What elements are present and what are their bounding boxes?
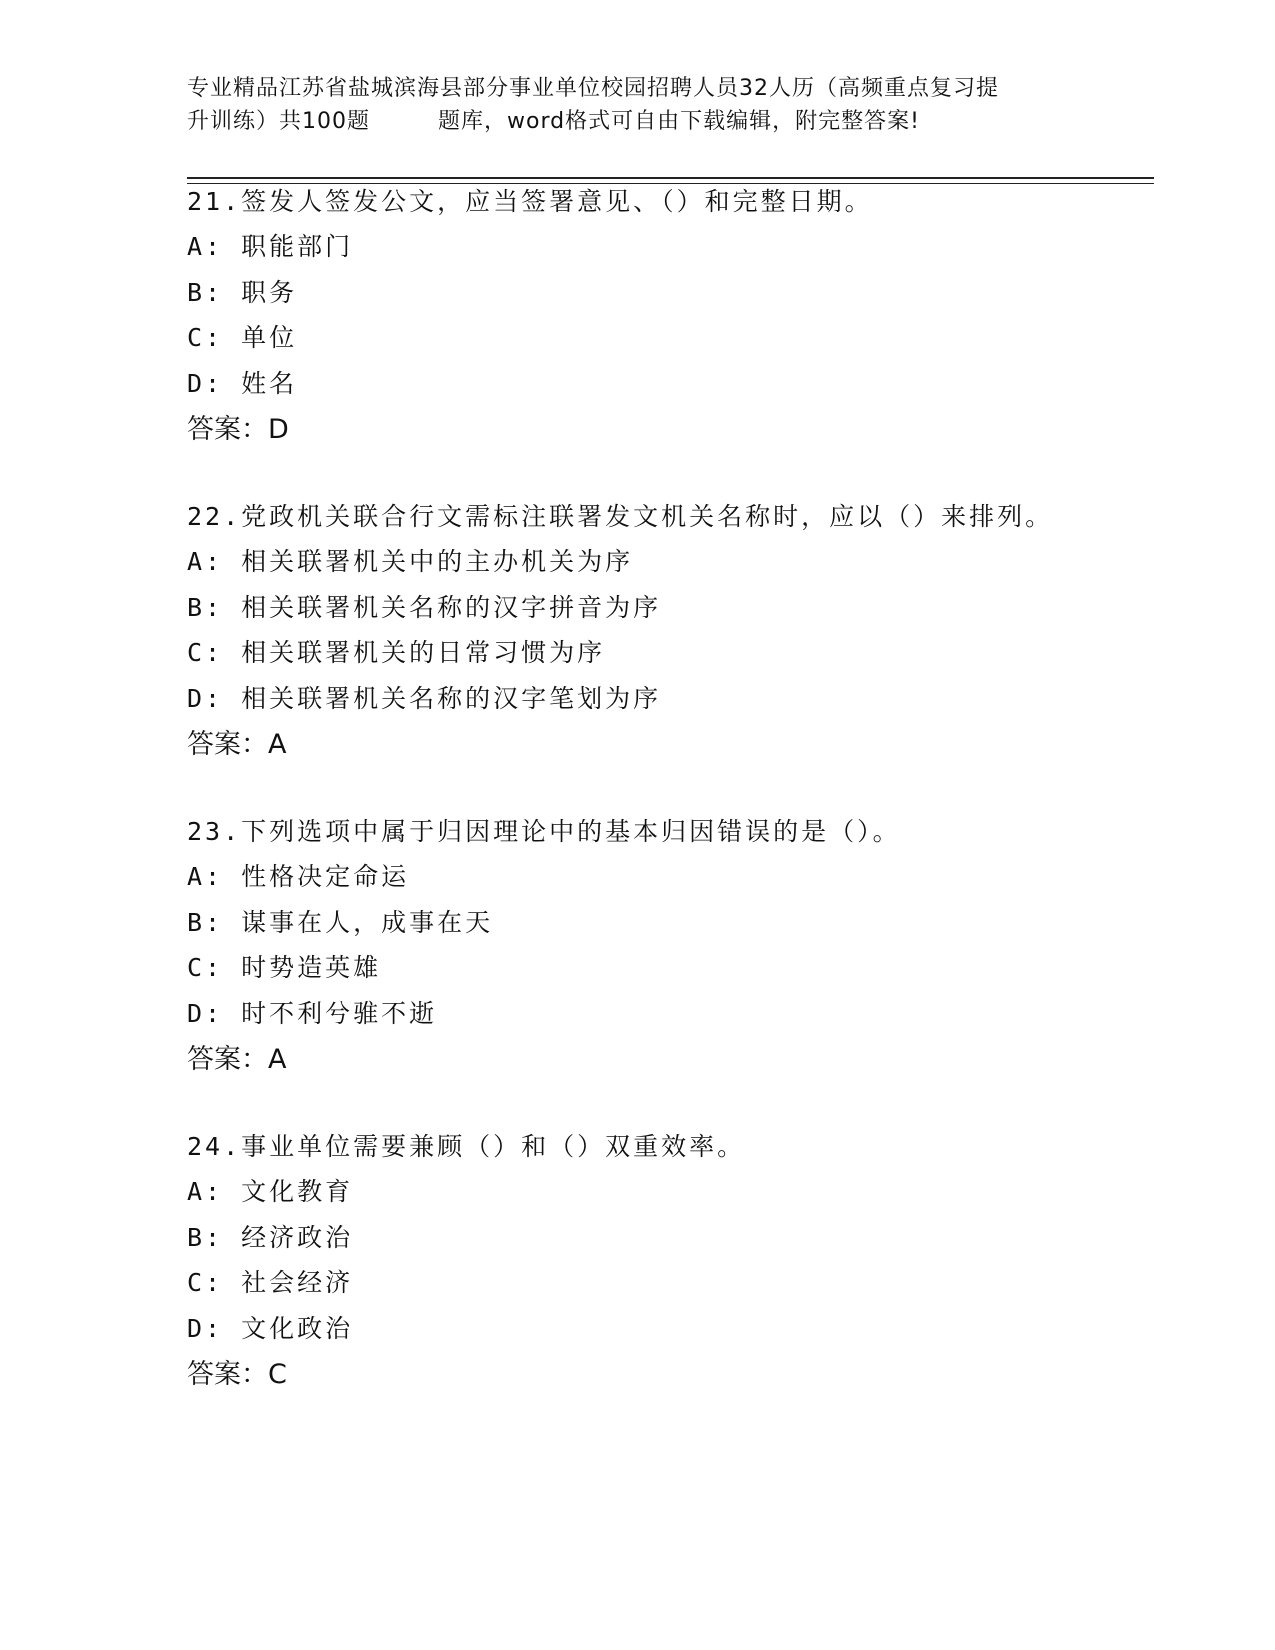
option-b: B: 相关联署机关名称的汉字拼音为序 <box>187 592 662 622</box>
option-a: A: 相关联署机关中的主办机关为序 <box>187 547 634 576</box>
answer: 答案：A <box>187 728 287 760</box>
option-c: C: 社会经济 <box>187 1268 354 1298</box>
header-line-1: 专业精品江苏省盐城滨海县部分事业单位校园招聘人员32人历（高频重点复习提 <box>187 76 999 101</box>
header-line-2-part-2: 题库，word格式可自由下载编辑，附完整答案! <box>438 109 920 134</box>
option-a: A: 文化教育 <box>187 1177 354 1206</box>
option-b: B: 职务 <box>187 277 298 307</box>
option-d: D: 时不利兮骓不逝 <box>187 999 438 1029</box>
option-a: A: 职能部门 <box>187 232 354 261</box>
header-divider-thick <box>187 177 1154 179</box>
option-c: C: 时势造英雄 <box>187 953 382 983</box>
option-d: D: 姓名 <box>187 369 298 399</box>
option-b: B: 经济政治 <box>187 1222 354 1252</box>
option-c: C: 相关联署机关的日常习惯为序 <box>187 638 606 668</box>
option-c: C: 单位 <box>187 323 298 353</box>
header-line-2 <box>187 105 1087 138</box>
question-stem: 21.签发人签发公文，应当签署意见、（）和完整日期。 <box>187 187 873 216</box>
question-stem: 22.党政机关联合行文需标注联署发文机关名称时，应以（）来排列。 <box>187 502 1054 531</box>
header-divider-thin <box>187 183 1154 184</box>
question-23 <box>187 815 1147 1089</box>
answer: 答案：D <box>187 413 289 445</box>
question-stem: 23.下列选项中属于归因理论中的基本归因错误的是（）。 <box>187 817 901 846</box>
question-24 <box>187 1130 1147 1404</box>
question-22 <box>187 500 1147 774</box>
option-a: A: 性格决定命运 <box>187 862 410 891</box>
answer: 答案：C <box>187 1358 287 1390</box>
option-d: D: 文化政治 <box>187 1314 354 1344</box>
document-header <box>187 72 1087 138</box>
question-stem: 24.事业单位需要兼顾（）和（）双重效率。 <box>187 1132 746 1161</box>
option-d: D: 相关联署机关名称的汉字笔划为序 <box>187 684 662 714</box>
header-line-2-part-1: 升训练）共100题 <box>187 109 370 134</box>
answer: 答案：A <box>187 1043 287 1075</box>
option-b: B: 谋事在人，成事在天 <box>187 907 494 937</box>
question-21 <box>187 185 1147 459</box>
